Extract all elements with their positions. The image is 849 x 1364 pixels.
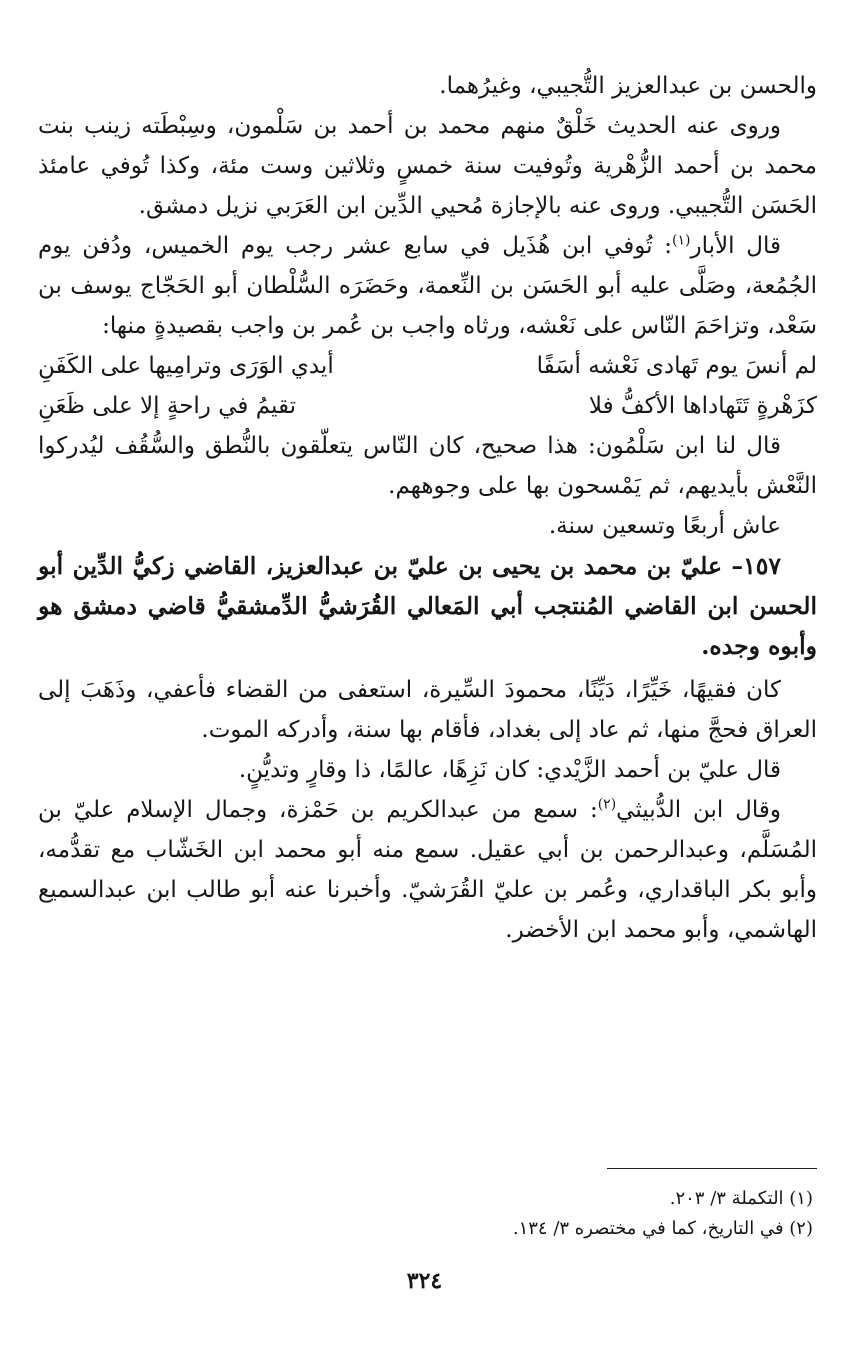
biography-entry-heading: ١٥٧– عليّ بن محمد بن يحيى بن عليّ بن عبدالعزيز، القاضي زكيُّ الدِّين أبو الحسن ابن القاضي المُنتجب أبي المَعالي القُرَشيُّ الدِّمشقيُّ قاضي دمشق هو وأبوه وجده. [38,552,817,660]
verse-2-second-hemistich: تقيمُ في راحةٍ إلا على ظَعَنِ [38,393,296,419]
paragraph-2: وروى عنه الحديث خَلْقٌ منهم محمد بن أحمد بن سَلْمون، وسِبْطَته زينب بنت محمد بن أحمد الزُّهْرية وتُوفيت سنة خمسٍ وثلاثين وست مئة، وكذا تُوفي عامئذ الحَسَن التُّجيبي. وروى عنه بالإجازة مُحيي الدِّين ابن العَرَبي نزيل دمشق. [38,113,817,219]
paragraph-3-start: قال الأبار [690,233,781,259]
footnote-ref-1: (١) [672,232,691,249]
paragraph-3-rest: : تُوفي ابن هُذَيل في سابع عشر رجب يوم الخميس، ودُفن يوم الجُمُعة، وصَلَّى عليه أبو الحَسَن بن النِّعمة، وحَضَرَه السُّلْطان أبو الحَجّاج يوسف بن سَعْد، وتزاحَمَ النّاس على نَعْشه، ورثاه واجب بن عُمر بن واجب بقصيدةٍ منها: [38,233,817,339]
paragraph-8-start: وقال ابن الدُّبيثي [616,797,781,823]
paragraph-4: قال لنا ابن سَلْمُون: هذا صحيح، كان النّاس يتعلّقون بالنُّطق والسُّقُف ليُدركوا النَّعْش بأيديهم، ثم يَمْسحون بها على وجوههم. [38,433,817,499]
paragraph-3 [38,226,817,346]
main-text [38,66,817,950]
paragraph-7: قال عليّ بن أحمد الزَّيْدي: كان نَزِهًا، عالمًا، ذا وقارٍ وتديُّنٍ. [238,757,781,783]
paragraph-1: والحسن بن عبدالعزيز التُّجيبي، وغيرُهما. [439,73,817,99]
verse-1-second-hemistich: أيدي الوَرَى وترامِيها على الكَفَنِ [38,353,334,379]
paragraph-6: كان فقيهًا، خَيِّرًا، دَيِّنًا، محمودَ السِّيرة، استعفى من القضاء فأعفي، وذَهَبَ إلى العراق فحجَّ منها، ثم عاد إلى بغداد، فأقام بها سنة، وأدركه الموت. [38,677,817,743]
footnote-separator [607,1168,817,1169]
paragraph-8-rest: : سمع من عبدالكريم بن حَمْزة، وجمال الإسلام عليّ بن المُسَلَّم، وعبدالرحمن بن أبي عقيل. سمع منه أبو محمد ابن الخَشّاب مع تقدُّمه، وأبو بكر الباقداري، وعُمر بن عليّ القُرَشيّ. وأخبرنا عنه أبو طالب ابن عبدالسميع الهاشمي، وأبو محمد ابن الأخضر. [38,797,817,943]
verse-1-first-hemistich: لم أنسَ يوم تَهادى نَعْشه أسَفًا [536,353,817,379]
poem [38,346,817,426]
poem-verse-1 [38,346,817,386]
paragraph-5: عاش أربعًا وتسعين سنة. [548,513,781,539]
footnote-2: (٢) في التاريخ، كما في مختصره ٣/ ١٣٤. [512,1218,813,1239]
footnote-ref-2: (٢) [597,796,617,813]
poem-verse-2 [38,386,817,426]
verse-2-first-hemistich: كزَهْرةٍ تَتَهاداها الأكفُّ فلا [588,393,817,419]
footnotes [40,1184,813,1244]
footnote-1: (١) التكملة ٣/ ٢٠٣. [669,1188,813,1209]
paragraph-8 [38,790,817,950]
page-number: ٣٢٤ [406,1268,443,1294]
